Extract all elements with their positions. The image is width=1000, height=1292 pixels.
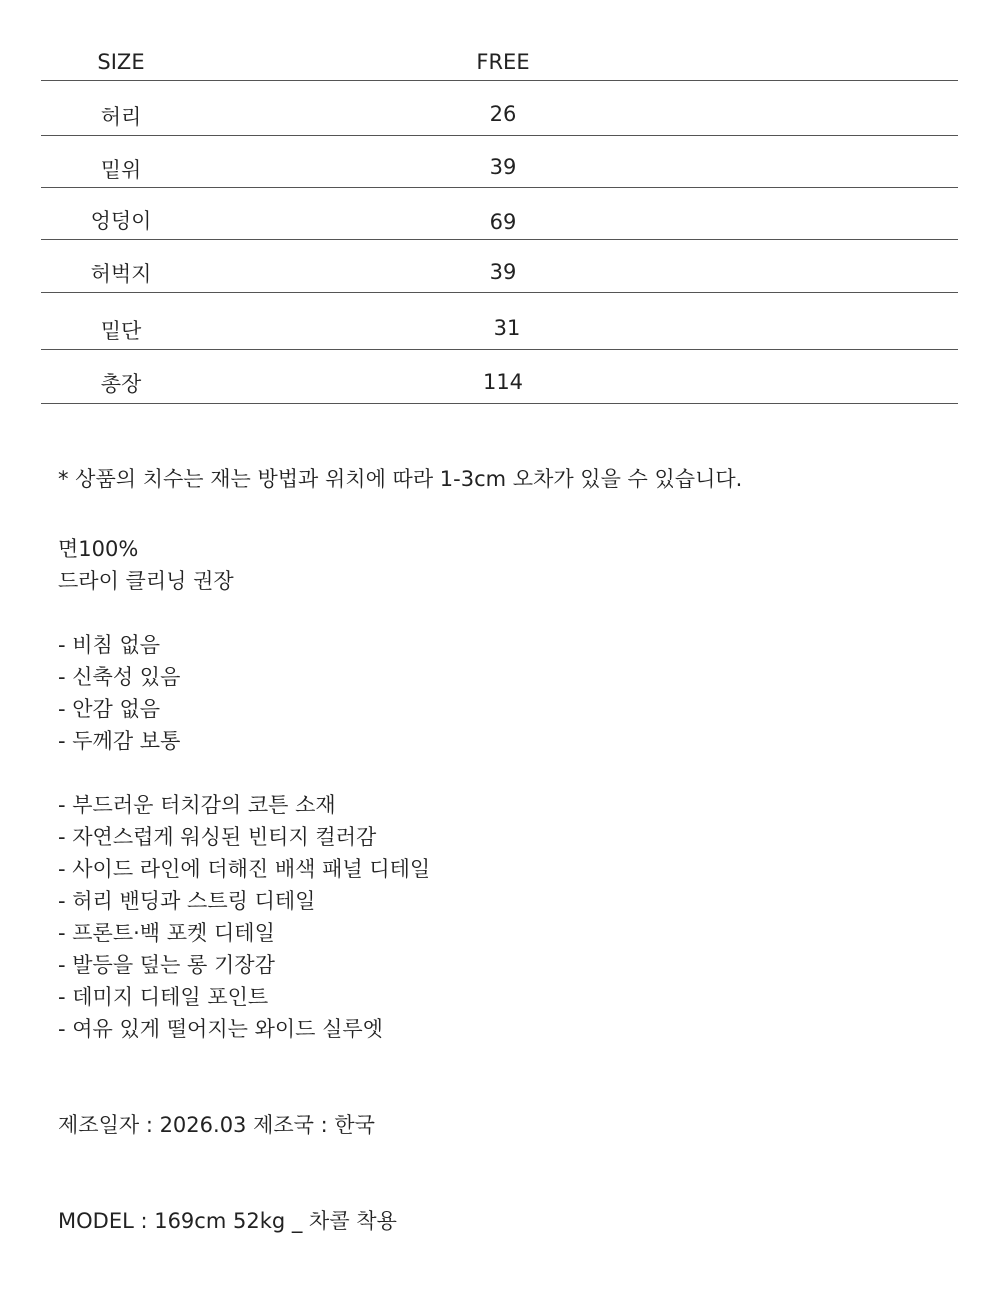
feature-item: - 발등을 덮는 롱 기장감 <box>58 953 275 977</box>
row-label: 밑위 <box>100 158 142 182</box>
row-value: 31 <box>493 316 521 340</box>
feature-item: - 데미지 디테일 포인트 <box>58 985 269 1009</box>
header-size-label: SIZE <box>97 50 145 74</box>
row-value: 114 <box>482 370 524 394</box>
feature-item: - 사이드 라인에 더해진 배색 패널 디테일 <box>58 857 431 881</box>
feature-item: - 허리 밴딩과 스트링 디테일 <box>58 889 316 913</box>
measurement-note: * 상품의 치수는 재는 방법과 위치에 따라 1-3cm 오차가 있을 수 있습니다. <box>58 467 743 491</box>
table-row <box>41 136 958 188</box>
manufacture-info: 제조일자 : 2026.03 제조국 : 한국 <box>58 1113 375 1137</box>
feature-item: - 프론트·백 포켓 디테일 <box>58 921 275 945</box>
care-text: 드라이 클리닝 권장 <box>58 569 234 593</box>
row-value: 39 <box>489 155 517 179</box>
row-value: 39 <box>489 260 517 284</box>
table-row <box>41 81 958 136</box>
table-row <box>41 188 958 240</box>
property-item: - 두께감 보통 <box>58 729 181 753</box>
row-label: 허벅지 <box>90 262 152 286</box>
table-row <box>41 240 958 293</box>
property-item: - 비침 없음 <box>58 633 161 657</box>
property-item: - 안감 없음 <box>58 697 161 721</box>
row-label: 엉덩이 <box>90 209 152 233</box>
model-info: MODEL : 169cm 52kg _ 차콜 착용 <box>58 1209 397 1233</box>
row-label: 총장 <box>100 372 142 396</box>
property-item: - 신축성 있음 <box>58 665 181 689</box>
table-row <box>41 293 958 350</box>
table-row <box>41 350 958 404</box>
feature-item: - 자연스럽게 워싱된 빈티지 컬러감 <box>58 825 377 849</box>
size-table <box>41 38 958 404</box>
material-text: 면100% <box>58 537 139 561</box>
row-label: 밑단 <box>100 319 142 343</box>
feature-item: - 여유 있게 떨어지는 와이드 실루엣 <box>58 1017 383 1041</box>
feature-item: - 부드러운 터치감의 코튼 소재 <box>58 793 336 817</box>
row-value: 69 <box>489 210 517 234</box>
row-value: 26 <box>489 102 517 126</box>
size-table-header <box>41 38 958 81</box>
header-free-label: FREE <box>476 50 530 74</box>
row-label: 허리 <box>100 105 142 129</box>
